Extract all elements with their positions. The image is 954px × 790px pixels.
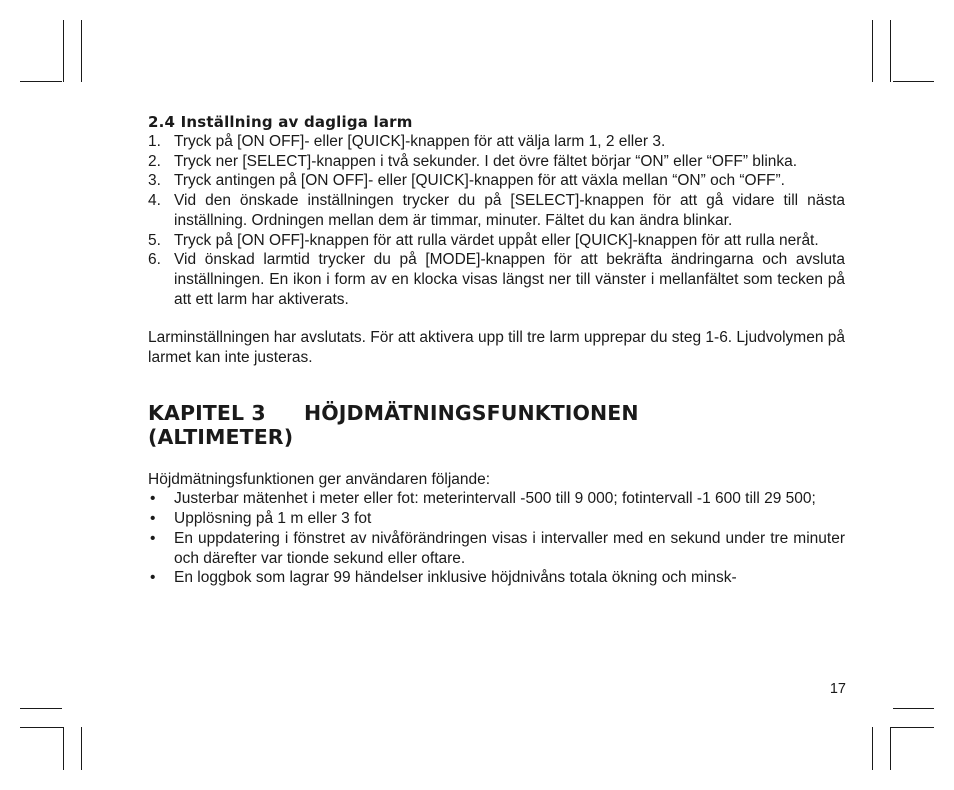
crop-mark bbox=[890, 20, 891, 82]
bullet-text: Justerbar mätenhet i meter eller fot: meterintervall -500 till 9 000; fotintervall -1 600 till 29 500; bbox=[174, 490, 816, 508]
bullet-text: Upplösning på 1 m eller 3 fot bbox=[174, 510, 372, 528]
list-item bbox=[148, 171, 845, 191]
bullet-text: En uppdatering i fönstret av nivåförändringen visas i intervaller med en sekund under tre minuter och därefter var tionde sekund eller oftare. bbox=[174, 529, 845, 567]
step-text: Vid önskad larmtid trycker du på [MODE]-knappen för att bekräfta ändringarna och avsluta inställningen. En ikon i form av en klocka visas längst ner till vänster i mellanfältet som tecken på att ett larm har aktiverats. bbox=[174, 251, 845, 308]
step-number: 5. bbox=[148, 231, 161, 249]
list-item bbox=[148, 568, 845, 588]
step-text: Tryck på [ON OFF]- eller [QUICK]-knappen för att välja larm 1, 2 eller 3. bbox=[174, 133, 666, 150]
crop-mark bbox=[893, 708, 934, 709]
steps-list bbox=[148, 132, 845, 309]
crop-mark bbox=[893, 81, 934, 82]
crop-mark bbox=[81, 727, 82, 770]
chapter-title bbox=[148, 401, 845, 449]
list-item bbox=[148, 191, 845, 230]
crop-mark bbox=[63, 727, 64, 770]
list-item bbox=[148, 152, 845, 172]
page-content bbox=[148, 113, 845, 588]
crop-mark bbox=[20, 81, 62, 82]
chapter-intro: Höjdmätningsfunktionen ger användaren följande: bbox=[148, 470, 491, 488]
bullet-icon: • bbox=[150, 490, 156, 508]
list-item bbox=[148, 132, 845, 152]
list-item bbox=[148, 489, 845, 509]
step-number: 4. bbox=[148, 192, 161, 210]
page-number: 17 bbox=[829, 681, 846, 697]
step-text: Vid den önskade inställningen trycker du på [SELECT]-knappen för att gå vidare till nästa inställning. Ordningen mellan dem är timmar, minuter. Fältet du kan ändra blinkar. bbox=[174, 192, 845, 229]
bullet-icon: • bbox=[150, 529, 156, 547]
crop-mark bbox=[872, 727, 873, 770]
step-number: 1. bbox=[148, 133, 161, 150]
step-text: Tryck antingen på [ON OFF]- eller [QUICK]-knappen för att växla mellan “ON” och “OFF”. bbox=[174, 172, 785, 190]
chapter-title-line2: (ALTIMETER) bbox=[148, 424, 294, 449]
crop-mark bbox=[890, 727, 934, 728]
list-item bbox=[148, 231, 845, 251]
step-number: 6. bbox=[148, 251, 161, 269]
list-item bbox=[148, 250, 845, 309]
list-item bbox=[148, 529, 845, 568]
step-number: 2. bbox=[148, 152, 161, 170]
bullet-icon: • bbox=[150, 569, 156, 587]
step-text: Tryck på [ON OFF]-knappen för att rulla värdet uppåt eller [QUICK]-knappen för att rulla neråt. bbox=[174, 231, 819, 249]
chapter-number: KAPITEL 3 bbox=[148, 400, 266, 425]
chapter-title-line1: HÖJDMÄTNINGSFUNKTIONEN bbox=[304, 400, 639, 425]
bullet-text: En loggbok som lagrar 99 händelser inklusive höjdnivåns totala ökning och minsk- bbox=[174, 569, 737, 587]
list-item bbox=[148, 509, 845, 529]
bullet-icon: • bbox=[150, 510, 156, 528]
crop-mark bbox=[890, 727, 891, 770]
crop-mark bbox=[20, 727, 63, 728]
summary-paragraph: Larminställningen har avslutats. För att aktivera upp till tre larm upprepar du steg 1-6. Ljudvolymen på larmet kan inte justeras. bbox=[148, 329, 845, 367]
features-list bbox=[148, 489, 845, 588]
step-text: Tryck ner [SELECT]-knappen i två sekunder. I det övre fältet börjar “ON” eller “OFF” blinka. bbox=[174, 152, 798, 170]
crop-mark bbox=[81, 20, 82, 82]
crop-mark bbox=[20, 708, 62, 709]
crop-mark bbox=[63, 20, 64, 82]
crop-mark bbox=[872, 20, 873, 82]
section-heading: 2.4 Inställning av dagliga larm bbox=[148, 113, 413, 131]
step-number: 3. bbox=[148, 172, 161, 190]
